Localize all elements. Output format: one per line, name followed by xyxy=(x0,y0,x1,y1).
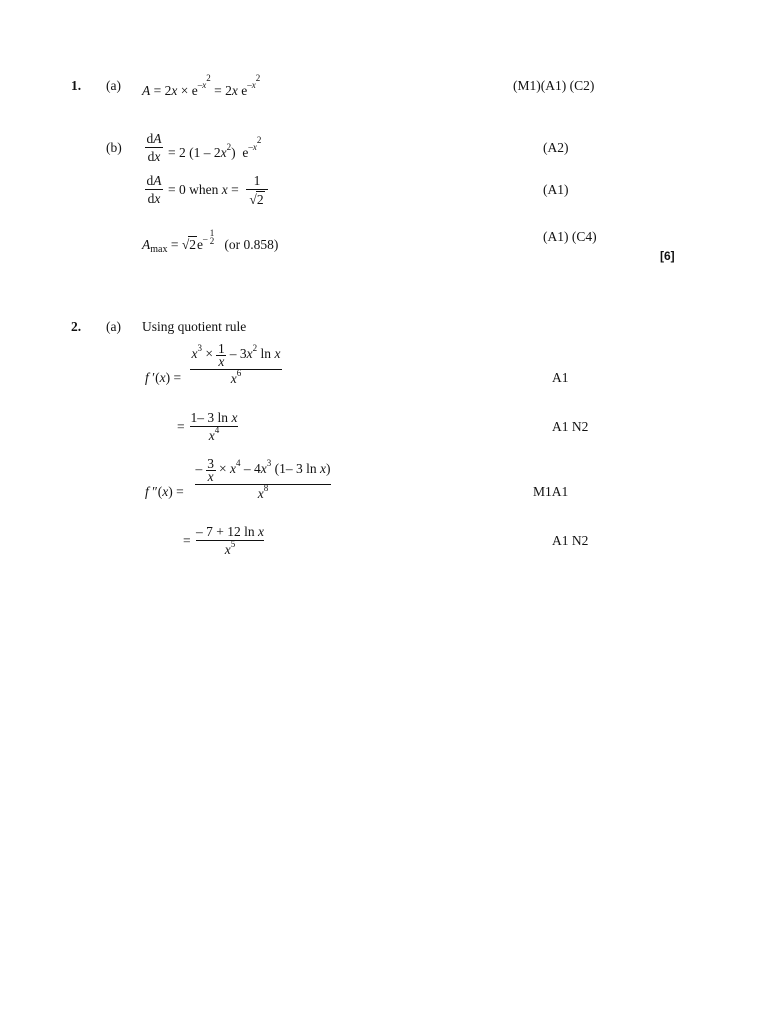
q1-b-line1-marks: (A2) xyxy=(543,140,569,155)
q1-b-derivative-fraction-1: dA dx xyxy=(146,131,162,164)
q2-mark-2: A1 N2 xyxy=(552,419,589,434)
q1-b-one-over-root2: 1 √2 xyxy=(246,173,268,207)
q2-f-double-prime-fraction: – 3 $x \times x^4 - 4x^3$ (1– 3 ln x) $x^8$ xyxy=(195,456,331,501)
q2-f-double-prime-lhs: f ″(x) = xyxy=(145,484,184,499)
q2-part-a-label: (a) xyxy=(106,319,121,334)
q1-part-a-equation: $A = 2x \times e^{-x^2} = 2x$ $e^{-x^2}$ xyxy=(142,73,261,98)
q2-mark-1: A1 xyxy=(552,370,569,385)
q1-total-marks: [6] xyxy=(660,249,675,263)
q2-mark-3: M1A1 xyxy=(533,484,569,499)
q2-final-fraction: – 7 + 12 ln x $x^5$ xyxy=(196,524,264,557)
q1-b-amax: $A_{max} = √2e^{- 1 2}$ (or 0.858) xyxy=(142,228,279,255)
q1-b-derivative-expression: = 2 $(1 - 2x^2)$ $e^{-x^2}$ xyxy=(168,135,262,160)
q1-part-b-label: (b) xyxy=(106,140,122,155)
question-1-number: 1. xyxy=(71,78,82,93)
q1-part-a-marks: (M1)(A1) (C2) xyxy=(513,78,595,93)
q2-mark-4: A1 N2 xyxy=(552,533,589,548)
q2-simplified-fraction: 1– 3 ln x $x^4$ xyxy=(190,410,238,443)
q2-intro: Using quotient rule xyxy=(142,319,247,334)
q2-equals-2: = xyxy=(177,419,185,434)
q2-equals-4: = xyxy=(183,533,191,548)
q1-part-a-label: (a) xyxy=(106,78,121,93)
q1-b-line2-marks: (A1) xyxy=(543,182,569,197)
q1-b-line3-marks: (A1) (C4) xyxy=(543,229,597,244)
q1-b-derivative-fraction-2: dA dx xyxy=(146,173,162,206)
q1-b-zero-condition: = 0 when x = xyxy=(168,182,239,197)
question-2-number: 2. xyxy=(71,319,82,334)
q2-f-prime-lhs: f ′(x) = xyxy=(145,370,182,385)
q2-f-prime-fraction: $x^3 \times 1$ x – $3x^2$ ln x $x^6$ xyxy=(191,341,281,386)
